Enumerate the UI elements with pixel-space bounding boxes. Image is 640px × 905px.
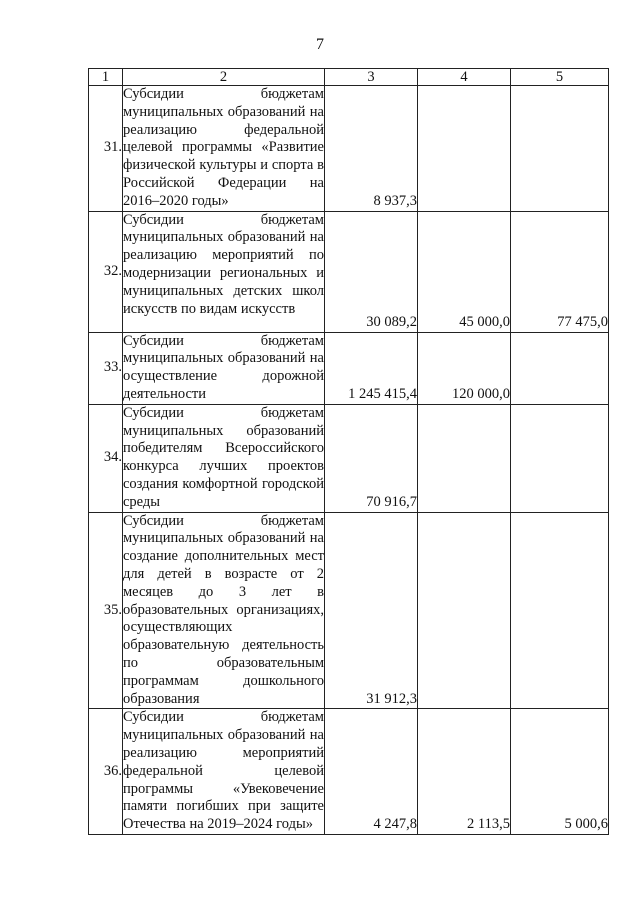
value-col5 [511,404,609,512]
table-row [89,332,609,404]
row-number: 34. [89,404,123,512]
value-col4 [418,86,511,212]
value-col5 [511,332,609,404]
column-header: 4 [418,69,511,86]
value-col3: 1 245 415,4 [325,332,418,404]
column-header: 3 [325,69,418,86]
value-col5: 77 475,0 [511,211,609,332]
row-description: Субсидии бюджетам муниципальных образований на реализацию федеральной целевой программы «Развитие физической культуры и спорта в Российской Федерации на 2016–2020 годы» [123,86,325,212]
value-col3: 70 916,7 [325,404,418,512]
row-description: Субсидии бюджетам муниципальных образований на создание дополнительных мест для детей в возрасте от 2 месяцев до 3 лет в образовательных организациях, осуществляющих образовательную деятельность по образовательным программам дошкольного образования [123,512,325,709]
column-header: 2 [123,69,325,86]
table-row [89,211,609,332]
row-number: 32. [89,211,123,332]
row-number: 35. [89,512,123,709]
row-number: 33. [89,332,123,404]
column-header: 5 [511,69,609,86]
page-number: 7 [316,36,324,53]
row-description: Субсидии бюджетам муниципальных образований победителям Всероссийского конкурса лучших проектов создания комфортной городской среды [123,404,325,512]
value-col4 [418,404,511,512]
value-col4: 120 000,0 [418,332,511,404]
column-header: 1 [89,69,123,86]
value-col3: 30 089,2 [325,211,418,332]
value-col4: 45 000,0 [418,211,511,332]
value-col4 [418,512,511,709]
row-number: 36. [89,709,123,835]
value-col5 [511,86,609,212]
value-col3: 31 912,3 [325,512,418,709]
table-row [89,512,609,709]
value-col5 [511,512,609,709]
row-number: 31. [89,86,123,212]
value-col3: 8 937,3 [325,86,418,212]
table-row [89,404,609,512]
table-header-row [89,69,609,86]
row-description: Субсидии бюджетам муниципальных образований на осуществление дорожной деятельности [123,332,325,404]
value-col5: 5 000,6 [511,709,609,835]
value-col4: 2 113,5 [418,709,511,835]
row-description: Субсидии бюджетам муниципальных образований на реализацию мероприятий федеральной целевой программы «Увековечение памяти погибших при защите Отечества на 2019–2024 годы» [123,709,325,835]
row-description: Субсидии бюджетам муниципальных образований на реализацию мероприятий по модернизации региональных и муниципальных детских школ искусств по видам искусств [123,211,325,332]
subsidies-table [88,68,609,835]
table-row [89,709,609,835]
value-col3: 4 247,8 [325,709,418,835]
table-row [89,86,609,212]
